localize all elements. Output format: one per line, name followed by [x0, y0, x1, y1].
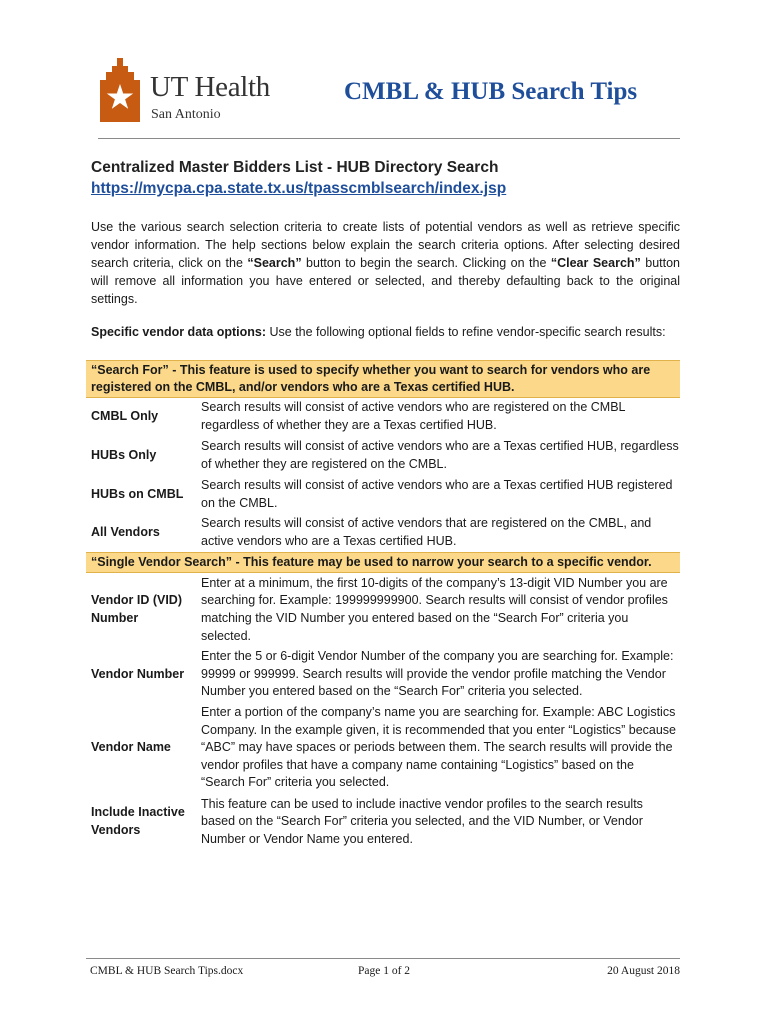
search-tips-table: [86, 360, 680, 850]
footer-filename: CMBL & HUB Search Tips.docx: [90, 965, 244, 977]
table-row: [86, 647, 680, 702]
ut-health-logo: [98, 58, 288, 128]
row-term: All Vendors: [91, 525, 160, 540]
header-divider: [98, 138, 680, 139]
clear-search-button-reference: “Clear Search”: [550, 256, 641, 270]
intro-paragraph: [91, 218, 680, 308]
table-row: [86, 794, 680, 850]
page-header: [98, 58, 680, 140]
section-title: Centralized Master Bidders List - HUB Directory Search: [91, 159, 499, 176]
row-description: Search results will consist of active vendors that are registered on the CMBL, and active vendors who are a Texas certified HUB.: [201, 516, 652, 548]
row-description: Enter at a minimum, the first 10-digits of the company’s 13-digit VID Number you are searching for. Example: 199999999900. Search results will consist of vendor profiles matching the VID Number you entered based on the “Search For” criteria you selected.: [201, 575, 668, 643]
row-description: This feature can be used to include inactive vendor profiles to the search results based on the “Search For” criteria you selected, and the VID Number, or Vendor Number or Vendor Name you entered.: [201, 796, 643, 846]
row-term: CMBL Only: [91, 409, 159, 424]
intro-text-2: button to begin the search. Clicking on the: [301, 256, 551, 270]
row-term: Vendor Number: [91, 666, 185, 681]
logo-name: UT Health: [150, 71, 270, 103]
row-term: HUBs Only: [91, 447, 157, 462]
footer-date: 20 August 2018: [607, 965, 680, 977]
single-vendor-heading: “Single Vendor Search” - This feature may be used to narrow your search to a specific vendor.: [86, 552, 680, 573]
row-term: Vendor ID (VID) Number: [91, 593, 182, 625]
tower-star-logo-icon: [98, 58, 142, 124]
document-title: CMBL & HUB Search Tips: [344, 78, 638, 105]
row-description: Search results will consist of active vendors who are registered on the CMBL regardless of whether they are a Texas certified HUB.: [201, 400, 626, 432]
table-row: [86, 436, 680, 475]
row-description: Enter a portion of the company’s name you are searching for. Example: ABC Logistics Company. In the example given, it is recommended that you enter “Logistics” because “ABC” may have spaces or periods between them. The search results will provide the vendor profiles that have a company name containing “Logistics” based on the “Search For” criteria you selected.: [201, 705, 677, 790]
row-term: HUBs on CMBL: [91, 486, 184, 501]
footer-divider: [86, 958, 680, 959]
intro-text-3: button will remove all information you have entered or selected, and thereby defaulting back to the original settings.: [91, 256, 680, 306]
intro-text-1: Use the various search selection criteria to create lists of potential vendors as well as retrieve specific vendor information. The help sections below explain the search criteria options. After selecting desired search criteria, click on the: [91, 220, 680, 270]
vendor-options-text: Use the following optional fields to refine vendor-specific search results:: [266, 325, 666, 339]
row-term: Include Inactive Vendors: [91, 805, 185, 837]
row-description: Search results will consist of active vendors who are a Texas certified HUB registered on the CMBL.: [201, 477, 673, 510]
cmbl-search-link[interactable]: https://mycpa.cpa.state.tx.us/tpasscmblsearch/index.jsp: [91, 180, 507, 197]
search-for-heading: “Search For” - This feature is used to specify whether you want to search for vendors who are registered on the CMBL, and/or vendors who are a Texas certified HUB.: [86, 360, 680, 398]
table-row: [86, 514, 680, 552]
table-row: [86, 398, 680, 436]
table-row: [86, 475, 680, 514]
vendor-options-label: Specific vendor data options:: [91, 325, 267, 339]
footer-page-number: Page 1 of 2: [358, 965, 411, 977]
table-row: [86, 573, 680, 647]
logo-subtitle: San Antonio: [151, 107, 221, 122]
row-term: Vendor Name: [91, 740, 171, 755]
vendor-options-paragraph: [91, 323, 680, 341]
search-button-reference: “Search”: [247, 256, 302, 270]
row-description: Search results will consist of active vendors who are a Texas certified HUB, regardless of whether they are registered on the CMBL.: [201, 438, 679, 471]
table-row: [86, 702, 680, 794]
row-description: Enter the 5 or 6-digit Vendor Number of the company you are searching for. Example: 99999 or 999999. Search results will provide the vendor profile matching the Vendor Number you entered based on the “Search For” criteria you selected.: [201, 649, 674, 699]
